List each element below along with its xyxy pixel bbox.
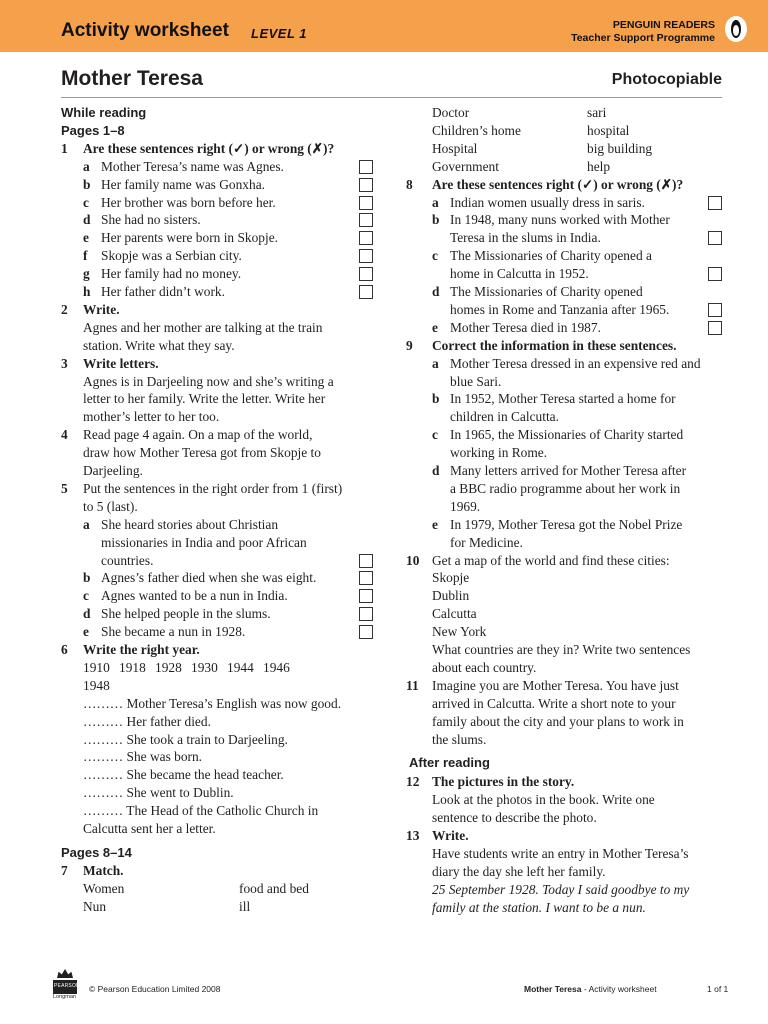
footer-doc-name: Mother Teresa - Activity worksheet [524,984,657,994]
match-left: Nun [83,898,107,914]
item-text: She helped people in the slums. [101,606,271,622]
item-text: homes in Rome and Tanzania after 1965. [450,301,670,317]
question-text: New York [432,624,487,640]
item-letter: d [432,284,440,299]
item-text: In 1952, Mother Teresa started a home for [450,391,676,407]
question-text: to 5 (last). [83,498,138,514]
item-text: 1969. [450,498,481,514]
question-number: 7 [61,862,68,878]
year-option: 1946 [263,659,290,675]
item-text: Skopje was a Serbian city. [101,248,242,264]
question-text: Have students write an entry in Mother Teresa’s [432,845,689,861]
match-left: Children’s home [432,122,521,138]
item-letter: e [432,319,438,335]
section-heading: Pages 1–8 [61,122,125,138]
item-letter: c [432,248,438,264]
item-letter: b [432,212,440,228]
answer-checkbox[interactable] [708,303,722,317]
item-text: home in Calcutta in 1952. [450,266,589,282]
item-letter: c [432,427,438,443]
item-text: working in Rome. [450,445,548,461]
item-letter: c [83,194,89,210]
item-text: children in Calcutta. [450,409,559,425]
match-right: food and bed [239,880,309,896]
year-option: 1918 [119,659,146,675]
year-option: 1944 [227,659,254,675]
section-heading: Pages 8–14 [61,844,132,860]
question-text: Darjeeling. [83,463,143,478]
item-text: In 1948, many nuns worked with Mother [450,212,670,228]
question-text: Are these sentences right (✓) or wrong (✗)? [432,176,684,192]
item-text: Agnes wanted to be a nun in India. [101,588,288,604]
answer-checkbox[interactable] [708,231,722,245]
item-letter: b [83,570,91,586]
answer-checkbox[interactable] [359,625,373,639]
item-letter: a [83,158,90,174]
item-letter: f [83,248,88,264]
answer-checkbox[interactable] [708,196,722,210]
item-text: for Medicine. [450,534,523,550]
question-heading: Write letters. [83,355,159,371]
page-title: Mother Teresa [61,67,203,90]
answer-checkbox[interactable] [708,267,722,281]
match-right: sari [587,105,607,120]
item-text: Mother Teresa’s name was Agnes. [101,158,284,174]
divider [61,97,722,98]
item-text: She became a nun in 1928. [101,624,246,640]
item-text: Teresa in the slums in India. [450,230,601,246]
item-text: ……… She took a train to Darjeeling. [83,731,288,747]
answer-checkbox[interactable] [359,571,373,585]
example-text: 25 September 1928. Today I said goodbye to my [432,881,690,897]
question-text: Look at the photos in the book. Write one [432,792,655,808]
item-letter: d [432,463,440,478]
example-text: family at the station. I want to be a nun. [432,899,646,915]
question-heading: Write. [432,828,469,843]
question-text: family about the city and your plans to work in [432,713,684,729]
item-letter: g [83,266,90,282]
item-letter: a [432,194,439,210]
match-left: Government [432,158,499,174]
photocopiable-label: Photocopiable [611,71,722,88]
answer-checkbox[interactable] [359,213,373,227]
question-text: Calcutta [432,606,477,622]
match-right: hospital [587,122,630,138]
question-text: mother’s letter to her too. [83,409,220,425]
item-text: Her parents were born in Skopje. [101,230,279,246]
item-text: Her father didn’t work. [101,284,225,299]
question-text: Correct the information in these sentences. [432,337,677,353]
question-number: 11 [406,677,419,693]
question-text: Agnes and her mother are talking at the train [83,319,323,335]
item-text: In 1965, the Missionaries of Charity started [450,427,684,443]
item-letter: h [83,284,91,299]
question-number: 6 [61,642,68,657]
question-text: Put the sentences in the right order from 1 (first) [83,480,343,496]
answer-checkbox[interactable] [359,231,373,245]
match-right: big building [587,140,653,156]
item-text: ……… She was born. [83,749,203,765]
header-band [0,0,768,52]
answer-checkbox[interactable] [359,178,373,192]
worksheet-title: Activity worksheet [61,20,229,41]
answer-checkbox[interactable] [359,160,373,174]
question-text: station. Write what they say. [83,337,235,353]
item-text: ……… The Head of the Catholic Church in [83,803,319,819]
item-text: The Missionaries of Charity opened a [450,248,652,264]
match-right: ill [239,898,251,914]
pearson-logo-icon: PEARSON Longman [53,969,77,1000]
item-text: Many letters arrived for Mother Teresa after [450,463,687,478]
question-number: 10 [406,552,420,568]
question-text: about each country. [432,659,537,675]
question-number: 13 [406,828,420,843]
item-text: The Missionaries of Charity opened [450,284,643,299]
item-text: Her brother was born before her. [101,194,276,210]
question-number: 2 [61,301,68,317]
question-text: draw how Mother Teresa got from Skopje to [83,445,321,461]
item-letter: c [83,588,89,604]
item-text: Agnes’s father died when she was eight. [101,570,317,586]
item-text: In 1979, Mother Teresa got the Nobel Prize [450,516,683,532]
item-letter: e [83,230,89,246]
question-text: the slums. [432,731,487,747]
question-heading: The pictures in the story. [432,774,575,790]
question-number: 5 [61,480,68,496]
item-text: She had no sisters. [101,212,201,228]
question-text: sentence to describe the photo. [432,810,597,826]
question-text: Skopje [432,570,470,586]
question-number: 1 [61,140,68,156]
item-text: Her family name was Gonxha. [101,176,265,192]
item-text: a BBC radio programme about her work in [450,480,681,496]
item-text: Indian women usually dress in saris. [450,194,645,210]
question-text: Get a map of the world and find these cities: [432,552,670,568]
item-text: countries. [101,552,154,568]
item-letter: e [83,624,89,640]
question-number: 9 [406,337,413,353]
question-text: What countries are they in? Write two sentences [432,642,691,657]
question-text: Dublin [432,588,470,604]
section-heading: After reading [409,755,490,771]
year-option: 1930 [191,659,218,675]
answer-checkbox[interactable] [708,321,722,335]
item-letter: a [432,355,439,371]
question-text: Are these sentences right (✓) or wrong (✗)? [83,140,335,156]
level-label: LEVEL 1 [251,26,308,41]
brand-line1: PENGUIN READERS [612,19,715,31]
question-heading: Write the right year. [83,642,200,657]
question-heading: Write. [83,301,120,317]
year-option: 1948 [83,677,110,693]
item-letter: b [83,176,91,192]
match-right: help [587,158,611,174]
question-text: Imagine you are Mother Teresa. You have just [432,677,679,693]
page-number: 1 of 1 [707,984,729,994]
question-text: diary the day she left her family. [432,863,606,879]
answer-checkbox[interactable] [359,249,373,263]
item-letter: d [83,606,91,622]
year-option: 1928 [155,659,182,675]
item-text: ……… Mother Teresa’s English was now good. [83,695,342,711]
match-left: Hospital [432,140,478,156]
question-text: arrived in Calcutta. Write a short note to your [432,695,676,711]
item-text: blue Sari. [450,373,502,389]
section-heading: While reading [61,105,147,120]
item-text: Mother Teresa dressed in an expensive red and [450,355,701,371]
question-text: Agnes is in Darjeeling now and she’s writing a [83,373,334,389]
item-text: ……… Her father died. [83,713,211,729]
item-text: ……… She went to Dublin. [83,785,234,801]
question-number: 8 [406,176,413,192]
answer-checkbox[interactable] [359,554,373,568]
question-number: 12 [406,774,420,790]
copyright-text: © Pearson Education Limited 2008 [89,984,221,994]
item-text: Calcutta sent her a letter. [83,821,216,836]
answer-checkbox[interactable] [359,589,373,603]
question-number: 3 [61,355,68,371]
answer-checkbox[interactable] [359,285,373,299]
penguin-logo-icon [725,16,747,42]
item-text: Mother Teresa died in 1987. [450,319,601,335]
item-text: She heard stories about Christian [101,516,279,532]
item-text: ……… She became the head teacher. [83,767,284,783]
item-letter: d [83,212,91,228]
answer-checkbox[interactable] [359,607,373,621]
item-letter: a [83,516,90,532]
item-text: Her family had no money. [101,266,242,282]
match-left: Women [83,880,125,896]
question-text: Read page 4 again. On a map of the world, [83,427,313,443]
item-letter: e [432,516,438,532]
question-heading: Match. [83,862,124,878]
answer-checkbox[interactable] [359,196,373,210]
year-option: 1910 [83,659,110,675]
question-number: 4 [61,427,68,443]
question-text: letter to her family. Write the letter. Write her [83,391,326,407]
answer-checkbox[interactable] [359,267,373,281]
item-letter: b [432,391,440,407]
brand-line2: Teacher Support Programme [571,32,715,44]
item-text: missionaries in India and poor African [101,534,307,550]
match-left: Doctor [432,105,470,120]
